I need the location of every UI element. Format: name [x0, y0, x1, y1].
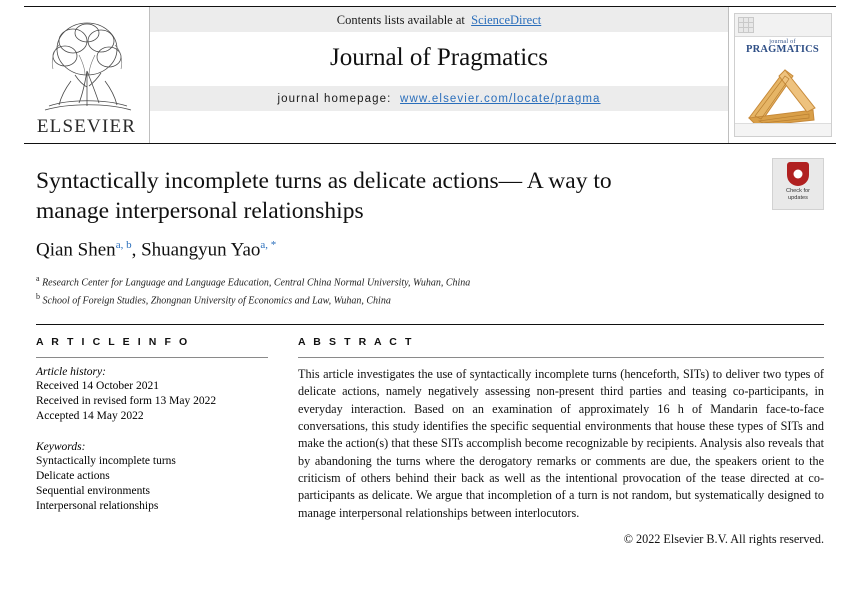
abstract-heading: A B S T R A C T — [298, 336, 414, 349]
badge-line-2: updates — [788, 194, 808, 201]
keyword-item: Delicate actions — [36, 469, 110, 482]
abstract-column — [268, 325, 824, 522]
contents-prefix: Contents lists available at — [336, 13, 465, 27]
author-separator: , — [131, 239, 142, 261]
author-list — [36, 239, 824, 261]
affiliation-text: School of Foreign Studies, Zhongnan University of Economics and Law, Wuhan, China — [42, 295, 391, 307]
keywords-label: Keywords: — [36, 440, 86, 453]
article-history-item: Received 14 October 2021 — [36, 380, 159, 393]
affiliation-item — [36, 291, 824, 308]
author-affil-marks: a, b — [115, 239, 132, 252]
elsevier-tree-icon — [35, 11, 139, 115]
cover-inner — [734, 13, 832, 137]
abstract-rule — [298, 357, 824, 358]
author-name: Shuangyun Yao — [141, 239, 261, 261]
journal-masthead — [24, 6, 836, 144]
author-name: Qian Shen — [36, 239, 116, 261]
cover-journal-name: PRAGMATICS — [746, 44, 819, 55]
keyword-item: Syntactically incomplete turns — [36, 454, 176, 467]
grid-icon — [738, 17, 754, 33]
contents-list-bar — [150, 7, 728, 32]
journal-homepage-bar — [150, 86, 728, 111]
affiliation-item — [36, 273, 824, 290]
elsevier-logo — [24, 7, 150, 143]
article-history-label: Article history: — [36, 366, 106, 379]
keyword-item: Interpersonal relationships — [36, 500, 159, 513]
page-title: Syntactically incomplete turns as delicate actions— A way to manage interpersonal relationships — [36, 168, 612, 225]
article-history-item: Accepted 14 May 2022 — [36, 410, 144, 423]
abstract-text: This article investigates the use of syntactically incomplete turns (henceforth, SITs) to deliver two types of delicate actions, namely negatively assessing non-present third parties and teasing co-participants, in everyday interaction. Based on an examination of approximately 16 h of Mandarin face-to-face conversations, this study identifies the specific sequential environments that house these types of SITs and make the action(s) that these SITs accomplish become recognizable by recipients. Analysis also reveals that by abandoning the turns where the derogatory remarks or comments are due, the speakers orient to the criticism of others behind their back as well as the intentional provocation of the tease directed at co-participants as delicate. We argue that incompletion of a turn is not random, but systematically designed to manage interpersonal relationships between interlocutors. — [298, 367, 824, 520]
affiliation-mark: b — [36, 291, 40, 301]
keyword-item: Sequential environments — [36, 485, 151, 497]
check-for-updates-badge[interactable] — [772, 158, 824, 210]
journal-center-block — [150, 7, 728, 143]
title-block — [36, 166, 824, 308]
cover-bottom-bar — [735, 123, 831, 136]
journal-title: Journal of Pragmatics — [329, 44, 548, 71]
author-affil-marks: a, — [260, 239, 271, 252]
article-history-item: Received in revised form 13 May 2022 — [36, 395, 217, 408]
sciencedirect-link[interactable]: ScienceDirect — [471, 13, 542, 27]
info-abstract-columns — [36, 325, 824, 522]
check-for-updates-label — [786, 188, 810, 202]
article-info-heading: A R T I C L E I N F O — [36, 336, 190, 349]
journal-cover-thumbnail[interactable] — [728, 7, 836, 143]
cover-top-bar — [735, 14, 831, 37]
affiliations — [36, 273, 824, 308]
copyright-line: © 2022 Elsevier B.V. All rights reserved. — [623, 532, 824, 547]
elsevier-wordmark: ELSEVIER — [36, 116, 137, 137]
paper-page — [0, 6, 860, 590]
journal-homepage-link[interactable]: www.elsevier.com/locate/pragma — [400, 93, 601, 105]
article-info-column — [36, 325, 268, 522]
cover-journal-word: journal of — [769, 39, 796, 45]
affiliation-mark: a — [36, 274, 40, 284]
corresponding-author-marker[interactable]: * — [270, 239, 277, 252]
crossmark-shield-icon — [787, 162, 809, 186]
homepage-label: journal homepage: — [277, 93, 392, 105]
badge-line-1: Check for — [786, 188, 810, 194]
affiliation-text: Research Center for Language and Language Education, Central China Normal University, Wuhan, China — [42, 277, 471, 289]
article-info-rule — [36, 357, 268, 358]
